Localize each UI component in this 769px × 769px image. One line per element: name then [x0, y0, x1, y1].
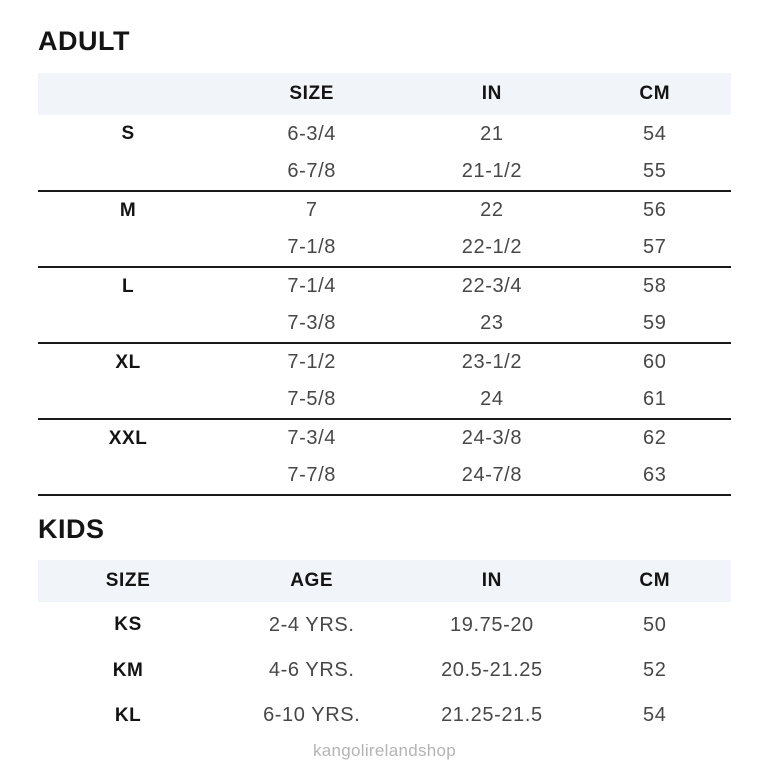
cell-size: 7-3/8 — [218, 305, 405, 343]
cell-cm: 50 — [643, 613, 667, 636]
cell-size-label: KS — [114, 614, 142, 635]
table-row — [38, 457, 731, 495]
cell-in: 23-1/2 — [461, 351, 523, 373]
cell-size: 7-1/2 — [287, 351, 337, 373]
cell-cm: 52 — [643, 659, 667, 681]
kids-section-heading: KIDS — [38, 514, 105, 544]
watermark-text: kangolirelandshop — [312, 741, 457, 760]
cell-cm: 54 — [643, 122, 667, 145]
cell-cm: 60 — [643, 351, 667, 373]
cell-in: 21-1/2 — [405, 153, 578, 191]
cell-cm: 61 — [579, 381, 731, 419]
cell-size-label — [38, 457, 218, 495]
kids-col-header-size: SIZE — [105, 570, 151, 591]
kids-size-table — [38, 560, 731, 738]
cell-size: 7 — [305, 199, 318, 221]
cell-size-label: XXL — [108, 427, 148, 449]
cell-in: 24-7/8 — [405, 457, 578, 495]
adult-section-heading: ADULT — [38, 26, 130, 56]
cell-cm: 55 — [579, 153, 731, 191]
adult-col-header-size: SIZE — [289, 83, 335, 104]
table-row — [38, 381, 731, 419]
cell-age: 2-4 YRS. — [268, 613, 355, 636]
cell-in: 19.75-20 — [450, 613, 534, 636]
cell-cm: 63 — [579, 457, 731, 495]
cell-cm: 56 — [643, 199, 667, 221]
cell-cm: 54 — [643, 704, 667, 726]
cell-size-label: KL — [114, 704, 142, 726]
cell-size: 6-7/8 — [218, 153, 405, 191]
adult-header-row — [38, 73, 731, 115]
adult-size-table — [38, 73, 731, 496]
cell-size: 7-1/4 — [287, 275, 337, 297]
cell-size-label: S — [121, 123, 135, 144]
adult-col-header-label — [38, 73, 218, 115]
cell-size: 7-7/8 — [218, 457, 405, 495]
cell-in: 20.5-21.25 — [441, 659, 543, 681]
cell-age: 6-10 YRS. — [263, 704, 361, 726]
cell-size-label: M — [119, 199, 137, 221]
cell-size-label — [38, 381, 218, 419]
table-row — [38, 267, 731, 305]
cell-in: 21.25-21.5 — [441, 704, 543, 726]
kids-col-header-age: AGE — [290, 570, 334, 591]
table-row — [38, 602, 731, 648]
cell-in: 24-3/8 — [461, 427, 523, 449]
cell-in: 23 — [405, 305, 578, 343]
table-row — [38, 343, 731, 381]
kids-header-row — [38, 560, 731, 602]
adult-col-header-cm: CM — [639, 83, 671, 104]
cell-age: 4-6 YRS. — [268, 659, 355, 681]
cell-size-label — [38, 305, 218, 343]
cell-size: 7-1/8 — [218, 229, 405, 267]
adult-col-header-in: IN — [481, 83, 502, 104]
table-row — [38, 115, 731, 153]
kids-col-header-cm: CM — [639, 570, 671, 591]
table-row — [38, 693, 731, 738]
table-row — [38, 648, 731, 693]
cell-size: 7-3/4 — [287, 427, 337, 449]
cell-in: 24 — [405, 381, 578, 419]
cell-cm: 57 — [579, 229, 731, 267]
table-row — [38, 191, 731, 229]
cell-size-label — [38, 153, 218, 191]
cell-cm: 62 — [643, 427, 667, 449]
cell-size-label: L — [121, 275, 135, 297]
table-row — [38, 305, 731, 343]
cell-cm: 59 — [579, 305, 731, 343]
cell-in: 21 — [480, 122, 504, 145]
kids-col-header-in: IN — [481, 570, 502, 591]
cell-in: 22 — [480, 199, 504, 221]
cell-size-label: KM — [112, 659, 144, 681]
table-row — [38, 229, 731, 267]
table-row — [38, 153, 731, 191]
cell-size: 6-3/4 — [287, 122, 337, 145]
cell-in: 22-3/4 — [461, 275, 523, 297]
cell-size: 7-5/8 — [218, 381, 405, 419]
cell-size-label — [38, 229, 218, 267]
cell-cm: 58 — [643, 275, 667, 297]
cell-in: 22-1/2 — [405, 229, 578, 267]
table-row — [38, 419, 731, 457]
cell-size-label: XL — [115, 351, 141, 373]
